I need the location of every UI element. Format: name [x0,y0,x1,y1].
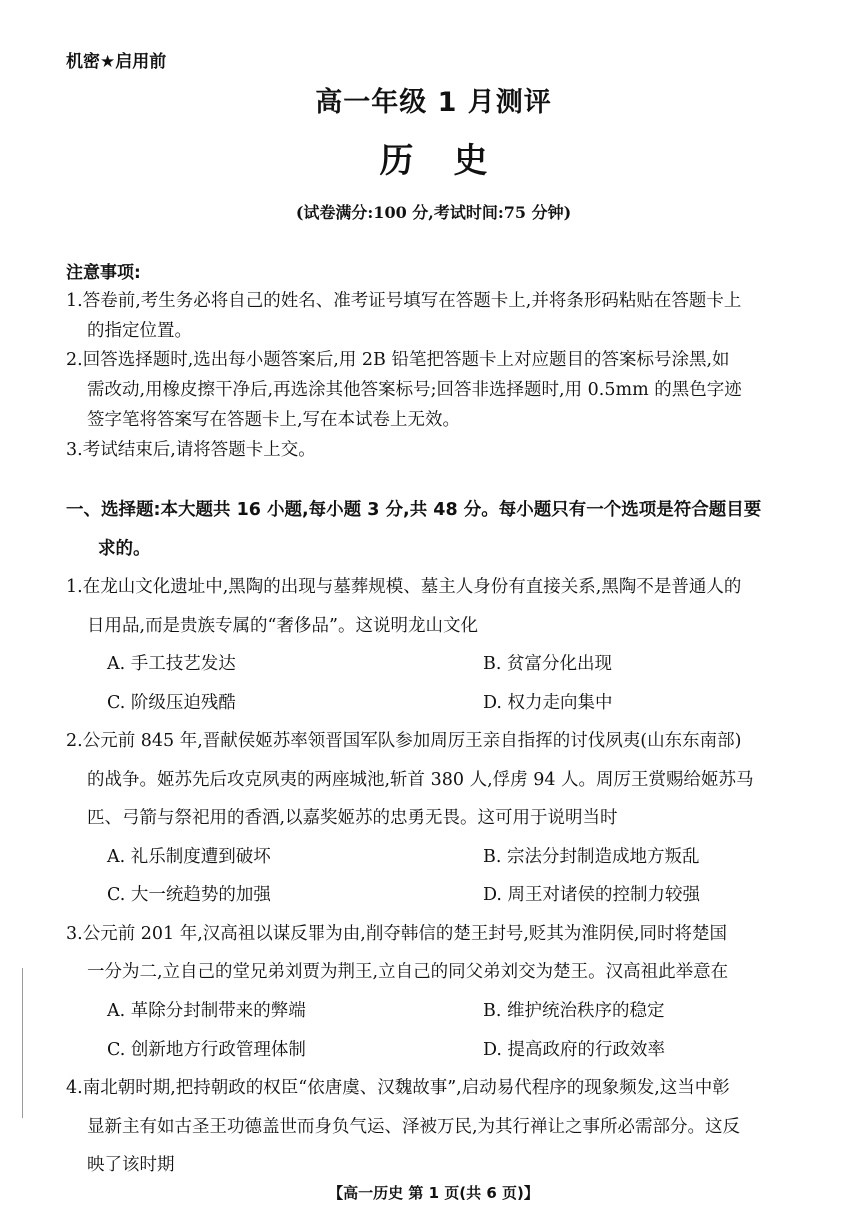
question-2-option-b: B. 宗法分封制造成地方叛乱 [483,847,700,867]
question-2-option-c: C. 大一统趋势的加强 [107,885,271,905]
question-3-option-c: C. 创新地方行政管理体制 [107,1040,306,1060]
question-2-line: 匹、弓箭与祭祀用的香酒,以嘉奖姬苏的忠勇无畏。这可用于说明当时 [87,808,618,828]
question-3-option-d: D. 提高政府的行政效率 [483,1040,666,1060]
exam-title: 高一年级 1 月测评 [315,87,552,118]
notice-line: 1.答卷前,考生务必将自己的姓名、准考证号填写在答题卡上,并将条形码粘贴在答题卡上 [66,291,742,311]
page-footer: 【高一历史 第 1 页(共 6 页)】 [328,1184,539,1202]
notice-line: 3.考试结束后,请将答题卡上交。 [66,440,316,460]
question-2-option-a: A. 礼乐制度遭到破坏 [107,847,271,867]
question-3-option-a: A. 革除分封制带来的弊端 [107,1001,306,1021]
question-4-line: 4.南北朝时期,把持朝政的权臣“依唐虞、汉魏故事”,启动易代程序的现象频发,这当中彰 [66,1078,730,1098]
scan-edge-line [22,968,23,1118]
question-4-line: 映了该时期 [87,1155,175,1175]
question-1-option-d: D. 权力走向集中 [483,693,613,713]
question-2-option-d: D. 周王对诸侯的控制力较强 [483,885,701,905]
question-4-line: 显新主有如古圣王功德盖世而身负气运、泽被万民,为其行禅让之事所必需部分。这反 [87,1117,741,1137]
question-1-option-a: A. 手工技艺发达 [107,654,236,674]
notice-line: 2.回答选择题时,选出每小题答案后,用 2B 铅笔把答题卡上对应题目的答案标号涂黑,如 [66,350,730,370]
section-heading-cont: 求的。 [98,539,151,559]
question-1-line: 日用品,而是贵族专属的“奢侈品”。这说明龙山文化 [87,616,478,636]
section-heading: 一、选择题:本大题共 16 小题,每小题 3 分,共 48 分。每小题只有一个选项是符合题目要 [66,500,762,520]
notice-line: 需改动,用橡皮擦干净后,再选涂其他答案标号;回答非选择题时,用 0.5mm 的黑色字迹 [87,380,742,400]
question-2-line: 的战争。姬苏先后攻克夙夷的两座城池,斩首 380 人,俘虏 94 人。周厉王赏赐给姬苏马 [87,770,754,790]
question-3-line: 一分为二,立自己的堂兄弟刘贾为荆王,立自己的同父弟刘交为楚王。汉高祖此举意在 [87,962,729,982]
score-info: (试卷满分:100 分,考试时间:75 分钟) [295,203,572,222]
question-1-option-b: B. 贫富分化出现 [483,654,612,674]
question-1-option-c: C. 阶级压迫残酷 [107,693,236,713]
notice-line: 的指定位置。 [87,321,192,341]
question-2-line: 2.公元前 845 年,晋献侯姬苏率领晋国军队参加周厉王亲自指挥的讨伐夙夷(山东东南部) [66,731,742,751]
exam-subject: 历史 [379,141,528,181]
notice-line: 签字笔将答案写在答题卡上,写在本试卷上无效。 [87,410,461,430]
secret-label: 机密★启用前 [66,52,167,72]
question-3-option-b: B. 维护统治秩序的稳定 [483,1001,665,1021]
question-1-line: 1.在龙山文化遗址中,黑陶的出现与墓葬规模、墓主人身份有直接关系,黑陶不是普通人的 [66,577,742,597]
notice-heading: 注意事项: [66,263,141,283]
question-3-line: 3.公元前 201 年,汉高祖以谋反罪为由,削夺韩信的楚王封号,贬其为淮阴侯,同时将楚国 [66,924,727,944]
